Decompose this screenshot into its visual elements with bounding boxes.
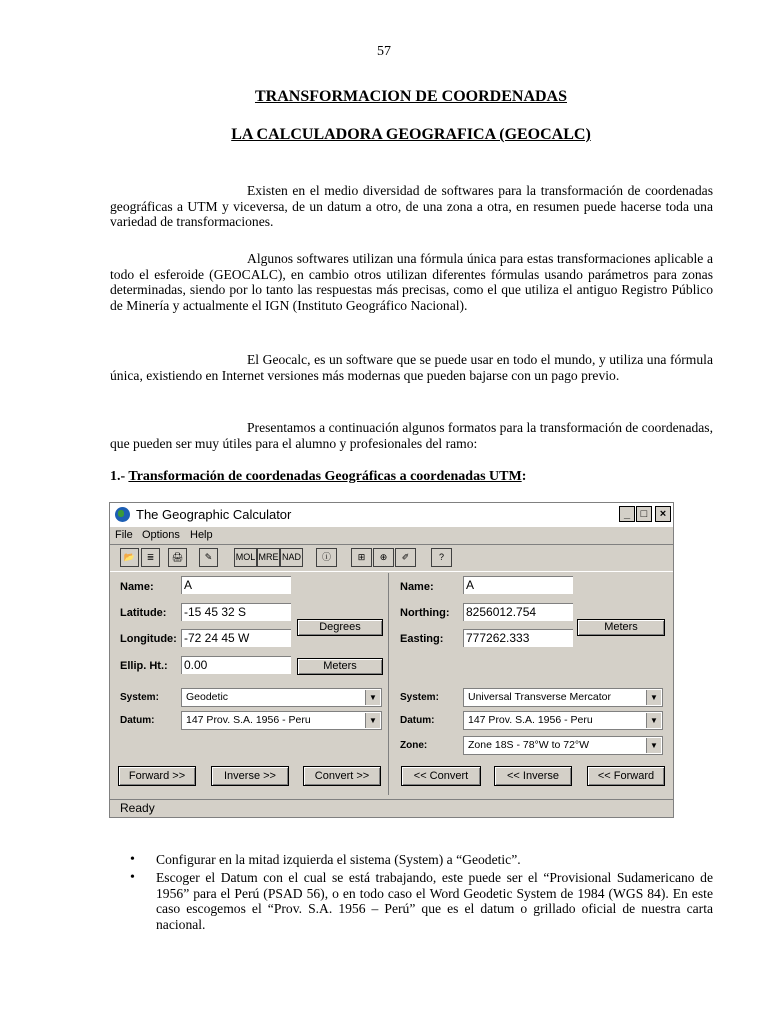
section-heading: 1.- Transformación de coordenadas Geográficas a coordenadas UTM: (110, 469, 527, 484)
point-icon[interactable]: ⊕ (373, 548, 394, 567)
print-icon[interactable]: 🖨 (168, 548, 187, 567)
paragraph-1: Existen en el medio diversidad de softwares para la transformación de coordenadas geográficas a UTM y viceversa, de un datum a otro, de una zona a otra, en resumen puede hacerse toda una variedad de transformaciones. (110, 183, 713, 230)
menu-bar (110, 527, 673, 543)
status-bar (110, 799, 673, 818)
easting-label: Easting: (400, 633, 444, 645)
left-datum-label: Datum: (120, 715, 155, 726)
panel-divider (388, 573, 389, 795)
right-datum-select[interactable]: 147 Prov. S.A. 1956 - Peru ▼ (463, 711, 663, 730)
edit-icon[interactable]: ✎ (199, 548, 218, 567)
menu-help[interactable]: Help (190, 529, 213, 541)
globe-icon (115, 507, 130, 522)
maximize-button[interactable]: □ (636, 506, 652, 522)
northing-field[interactable]: 8256012.754 (463, 603, 573, 621)
reverse-forward-button[interactable]: << Forward (587, 766, 665, 786)
forward-button[interactable]: Forward >> (118, 766, 196, 786)
minimize-button[interactable]: _ (619, 506, 635, 522)
paragraph-2: Algunos softwares utilizan una fórmula única para estas transformaciones aplicable a todo el esferoide (GEOCALC), en cambio otros utilizan diferentes fórmulas usando parámetros para zonas determinadas, siendo por lo tanto las respuestas más precisas, como el que utiliza el antiguo Registro Público de Minería y actualmente el IGN (Instituto Geográfico Nacional). (110, 251, 713, 313)
right-system-label: System: (400, 692, 439, 703)
close-button[interactable]: × (655, 506, 671, 522)
left-name-label: Name: (120, 581, 154, 593)
latitude-label: Latitude: (120, 607, 167, 619)
right-meters-button[interactable]: Meters (577, 619, 665, 636)
open-icon[interactable]: 📂 (120, 548, 139, 567)
zone-label: Zone: (400, 740, 428, 751)
bullet-marker: • (130, 852, 135, 867)
status-text: Ready (120, 801, 155, 815)
ellip-ht-field[interactable]: 0.00 (181, 656, 291, 674)
left-datum-select[interactable]: 147 Prov. S.A. 1956 - Peru ▼ (181, 711, 382, 730)
bullet-item-2: Escoger el Datum con el cual se está trabajando, este puede ser el “Provisional Sudamericano de 1956” para el Perú (PSAD 56), o en todo caso el Word Geodetic System de 1984 (WGS 84). En este caso escogemos el “Prov. S.A. 1956 – Perú” que es el datum o grillado oficial de nuestra carta nacional. (156, 870, 713, 932)
latitude-field[interactable]: -15 45 32 S (181, 603, 291, 621)
toolbar (110, 544, 673, 572)
grid-icon[interactable]: ⊞ (351, 548, 372, 567)
right-name-field[interactable]: A (463, 576, 573, 594)
title-bar (110, 503, 673, 527)
ellip-ht-label: Ellip. Ht.: (120, 660, 168, 672)
right-name-label: Name: (400, 581, 434, 593)
geocalc-window (109, 502, 674, 818)
page-number: 57 (377, 44, 391, 59)
left-name-field[interactable]: A (181, 576, 291, 594)
list-icon[interactable]: ≣ (141, 548, 160, 567)
chevron-down-icon[interactable]: ▼ (365, 690, 380, 705)
paragraph-4: Presentamos a continuación algunos formatos para la transformación de coordenadas, que pueden ser muy útiles para el alumno y profesionales del ramo: (110, 420, 713, 451)
reverse-inverse-button[interactable]: << Inverse (494, 766, 572, 786)
help-icon[interactable]: ? (431, 548, 452, 567)
reverse-convert-button[interactable]: << Convert (401, 766, 481, 786)
page-subtitle: LA CALCULADORA GEOGRAFICA (GEOCALC) (231, 126, 591, 143)
left-system-select[interactable]: Geodetic ▼ (181, 688, 382, 707)
chevron-down-icon[interactable]: ▼ (646, 713, 661, 728)
left-meters-button[interactable]: Meters (297, 658, 383, 675)
info-icon[interactable]: ⓘ (316, 548, 337, 567)
mol-button[interactable]: MOL (234, 548, 257, 567)
longitude-label: Longitude: (120, 633, 177, 645)
chevron-down-icon[interactable]: ▼ (646, 738, 661, 753)
convert-button[interactable]: Convert >> (303, 766, 381, 786)
nad-button[interactable]: NAD (280, 548, 303, 567)
longitude-field[interactable]: -72 24 45 W (181, 629, 291, 647)
chevron-down-icon[interactable]: ▼ (365, 713, 380, 728)
degrees-button[interactable]: Degrees (297, 619, 383, 636)
bullet-item-1: Configurar en la mitad izquierda el sistema (System) a “Geodetic”. (156, 852, 521, 867)
right-system-select[interactable]: Universal Transverse Mercator ▼ (463, 688, 663, 707)
page-title: TRANSFORMACION DE COORDENADAS (254, 88, 567, 105)
menu-options[interactable]: Options (142, 529, 180, 541)
menu-file[interactable]: File (115, 529, 133, 541)
easting-field[interactable]: 777262.333 (463, 629, 573, 647)
pencil-icon[interactable]: ✐ (395, 548, 416, 567)
paragraph-3: El Geocalc, es un software que se puede usar en todo el mundo, y utiliza una fórmula única, existiendo en Internet versiones más modernas que pueden bajarse con un pago previo. (110, 352, 713, 383)
bullet-marker: • (130, 870, 135, 885)
right-datum-label: Datum: (400, 715, 435, 726)
inverse-button[interactable]: Inverse >> (211, 766, 289, 786)
zone-select[interactable]: Zone 18S - 78°W to 72°W ▼ (463, 736, 663, 755)
left-system-label: System: (120, 692, 159, 703)
northing-label: Northing: (400, 607, 450, 619)
chevron-down-icon[interactable]: ▼ (646, 690, 661, 705)
window-title: The Geographic Calculator (136, 507, 292, 522)
mre-button[interactable]: MRE (257, 548, 280, 567)
